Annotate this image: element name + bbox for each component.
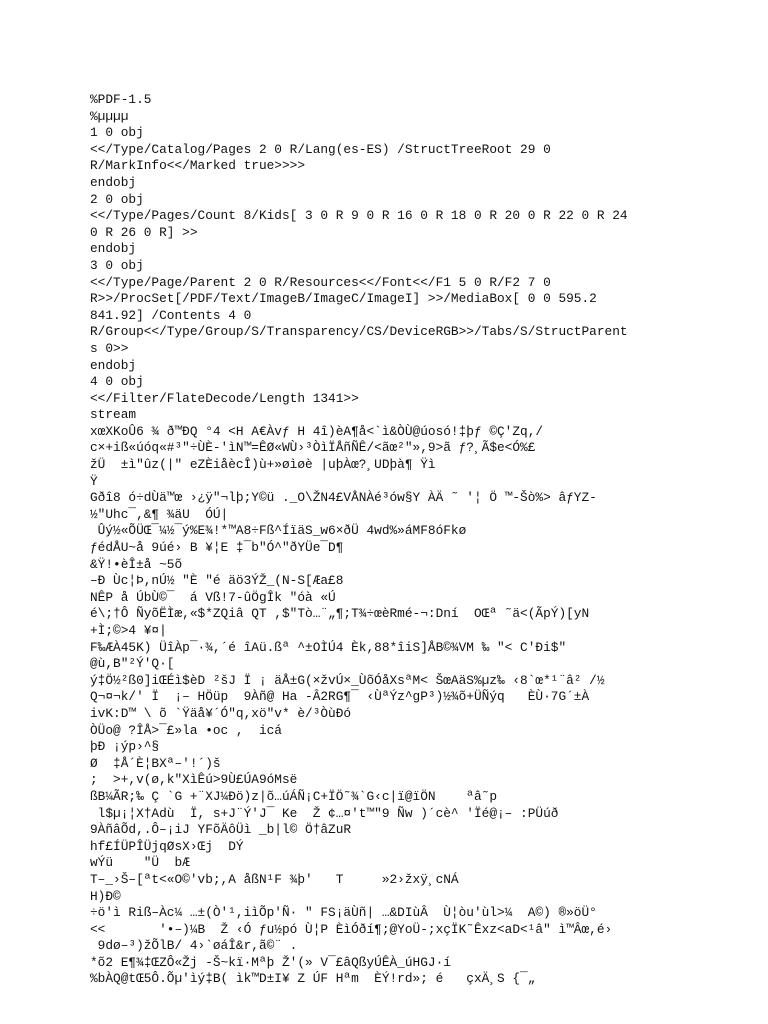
document-line: ý‡Ö½²ß0]iŒÉì$èD ²šJ Ï ¡ äÅ±G(×žvÚ×_ÙõÓåXsªM< ŠœAäS%µz‰ ‹8`œ*¹¨â² /½ [90,672,605,688]
document-line: R/Group<</Type/Group/S/Transparency/CS/DeviceRGB>>/Tabs/S/StructParent [90,324,628,340]
document-line: T–_›Š–[ªt<«O©'vb;,A åßN¹F ¾þ' T »2›žxÿ¸cNÁ [90,871,459,887]
document-line: 0 R 26 0 R] >> [90,224,198,240]
document-line: %µµµµ [90,108,129,124]
document-line: endobj [90,174,137,190]
document-line: ivK:D™ \ õ `Ÿäå¥´Ó"q,xö"v* è/³ÒùÐó [90,705,352,721]
document-line: Gðî8 ó÷dÙä™œ ›¿ÿ"¬lþ;Y©ü ._O\ŽN4£VÅNÀé³ów§Y ÀÄ ˜ '¦ Ö ™-Šò%> âƒYZ- [90,490,597,506]
document-line: ; >+,v(ø,k"XìÊú>9Ù£ÚA9óMsë [90,772,298,788]
document-line: hf£ÍÜPÎÜjqØsX›Œj DÝ [90,838,244,854]
document-line: <</Type/Page/Parent 2 0 R/Resources<</Font<</F1 5 0 R/F2 7 0 [90,274,551,290]
document-line: ƒédÅU~å 9úé› B ¥¦E ‡¯b"Ó^"ðYÜe¯D¶ [90,540,344,556]
pdf-raw-text-document [90,92,680,988]
document-line: c×+iß«úóq«#³"÷ÙÈ-'ìN™=ÊØ«WÙ›³ÒìÏÅñÑÊ/<ãœ²"»,9>ã ƒ?¸Ã$e<Ó%£ [90,440,536,456]
document-line: H)Ð© [90,888,121,904]
document-line: l$µ¡¦X†Adù Ï, s+J¨Ý'J¯ Ke Ž ¢…¤'t™"9 Ñw )´cè^ 'Ïé@¡– :PÜúð [90,805,559,821]
document-line: NÊP å ÚbÙ©¯ á Vß!7-ûÖgÎk "óà «Ú [90,589,336,605]
document-line: *õ2 E¶¾‡ŒZÔ«Žj -Š~kï·Mªþ Ž'(» V¯£âQßyÚÊÀ_úHGJ·í [90,954,451,970]
document-line: é\;†Ô ÑyõËÌæ,«$*ZQiâ QT ,$"Tò…¨„¶;T¾÷œèRmé-¬:Dní OŒª ˜ä<(ÃpÝ)[yN [90,606,590,622]
document-line: endobj [90,357,137,373]
document-line: 9dø–³)žÕlB/ 4›`øáÎ&r,ã©¨ . [90,938,298,954]
document-line: 2 0 obj [90,191,144,207]
document-line: ½"Uhc¯,&¶ ¾äU ÓÚ| [90,506,229,522]
document-line: žÜ ±ì"ûz(|" eZÈiåècÎ)ù+»øìøè |uþÀœ?¸UDþà¶ Ÿì [90,457,436,473]
document-line: %bÀQ@tŒ5Ô.Õµ'ìý‡B( ìk™D±I¥ Z ÚF Hªm ÈÝ!rd»; é çxÄ¸S {¯„ [90,971,536,987]
document-line: Ûý½«ÕÜŒ¯¼½¯ý%E¾!*™A8÷Fß^ÍïäS_w6×ðÜ 4wd%»áMF8óFkø [90,523,467,539]
document-line: þÐ ¡ýp›^§ [90,739,160,755]
document-line: R/MarkInfo<</Marked true>>>> [90,158,306,174]
document-line: s 0>> [90,340,129,356]
document-line: Ø ‡Å´È¦BXª–'!´)š [90,755,221,771]
document-line: <</Type/Pages/Count 8/Kids[ 3 0 R 9 0 R 16 0 R 18 0 R 20 0 R 22 0 R 24 [90,208,628,224]
document-line: << '•–)¼B Ž ‹Ó ƒu½pó Ù¦P ÈìÓðí¶;@YoÜ-;xçÏK˜Êxz<aD<¹â" ì™Âœ,é› [90,921,613,937]
document-line: @ù,B"²Ý'Q·[ [90,656,175,672]
document-line: endobj [90,241,137,257]
document-line: %PDF-1.5 [90,92,152,107]
document-line: Ÿ [90,473,98,489]
document-line: <</Filter/FlateDecode/Length 1341>> [90,390,359,406]
document-line: –Ð Ùc¦Þ,nÚ½ "È "é äö3ÝŽ_(N-S[Æa£8 [90,573,344,589]
document-line: ÒÜo@ ?ÎÅ>¯£»la •oc , icá [90,722,282,738]
document-line: R>>/ProcSet[/PDF/Text/ImageB/ImageC/ImageI] >>/MediaBox[ 0 0 595.2 [90,291,597,307]
document-line: 4 0 obj [90,374,144,390]
document-line: <</Type/Catalog/Pages 2 0 R/Lang(es-ES) /StructTreeRoot 29 0 [90,141,551,157]
document-line: 1 0 obj [90,125,144,141]
document-line: Q¬¤¬k/' Ï ¡– HÖüp 9Àñ@ Ha -Â2RG¶¯ ‹ÙªÝz^gP³)½¾õ+ÜÑýq ÈÙ·7G´±À [90,689,590,705]
document-line: 9ÀñâÕd,.Ô–¡iJ YFõÄôÜì _b|l© Ö†âZuR [90,822,352,838]
document-line: wÝü "Ü bÆ [90,855,190,871]
document-line: 3 0 obj [90,257,144,273]
document-line: ÷ö'ì Riß–Àc¼ …±(Ò'¹,iìÕp'Ñ· " FS¡äÙñ| …&DIùÂ Ù¦òu'ùl>¼ A©) ®»öÜ° [90,905,597,921]
document-line: +Ì;©>4 ¥¤| [90,623,167,638]
document-line: 841.92] /Contents 4 0 [90,307,252,323]
document-line: stream [90,407,137,423]
document-line: &Ÿ!•èÎ±å ~5õ [90,556,183,572]
document-line: F‰ÆÀ45K) ÜîÀp¯·¾,´é îAü.ßª ^±OÌÚ4 Èk,88*îiS]ÅB©¾VM ‰ "< C'Ði$" [90,639,567,655]
document-line: xœXKoÛ6 ¾ ð™ÐQ °4 <H A€Àvƒ H 4î)èA¶å<`ì&ÒÙ@úosó!‡þƒ ©Ç'Zq,/ [90,423,544,439]
document-line: ßB¼ÃR;‰ Ç `G +¨XJ¼Ðö)z|õ…úÁÑ¡C+ÏÖ˜¾`G‹c|ï@ïÖN ªâ˜p [90,788,498,804]
